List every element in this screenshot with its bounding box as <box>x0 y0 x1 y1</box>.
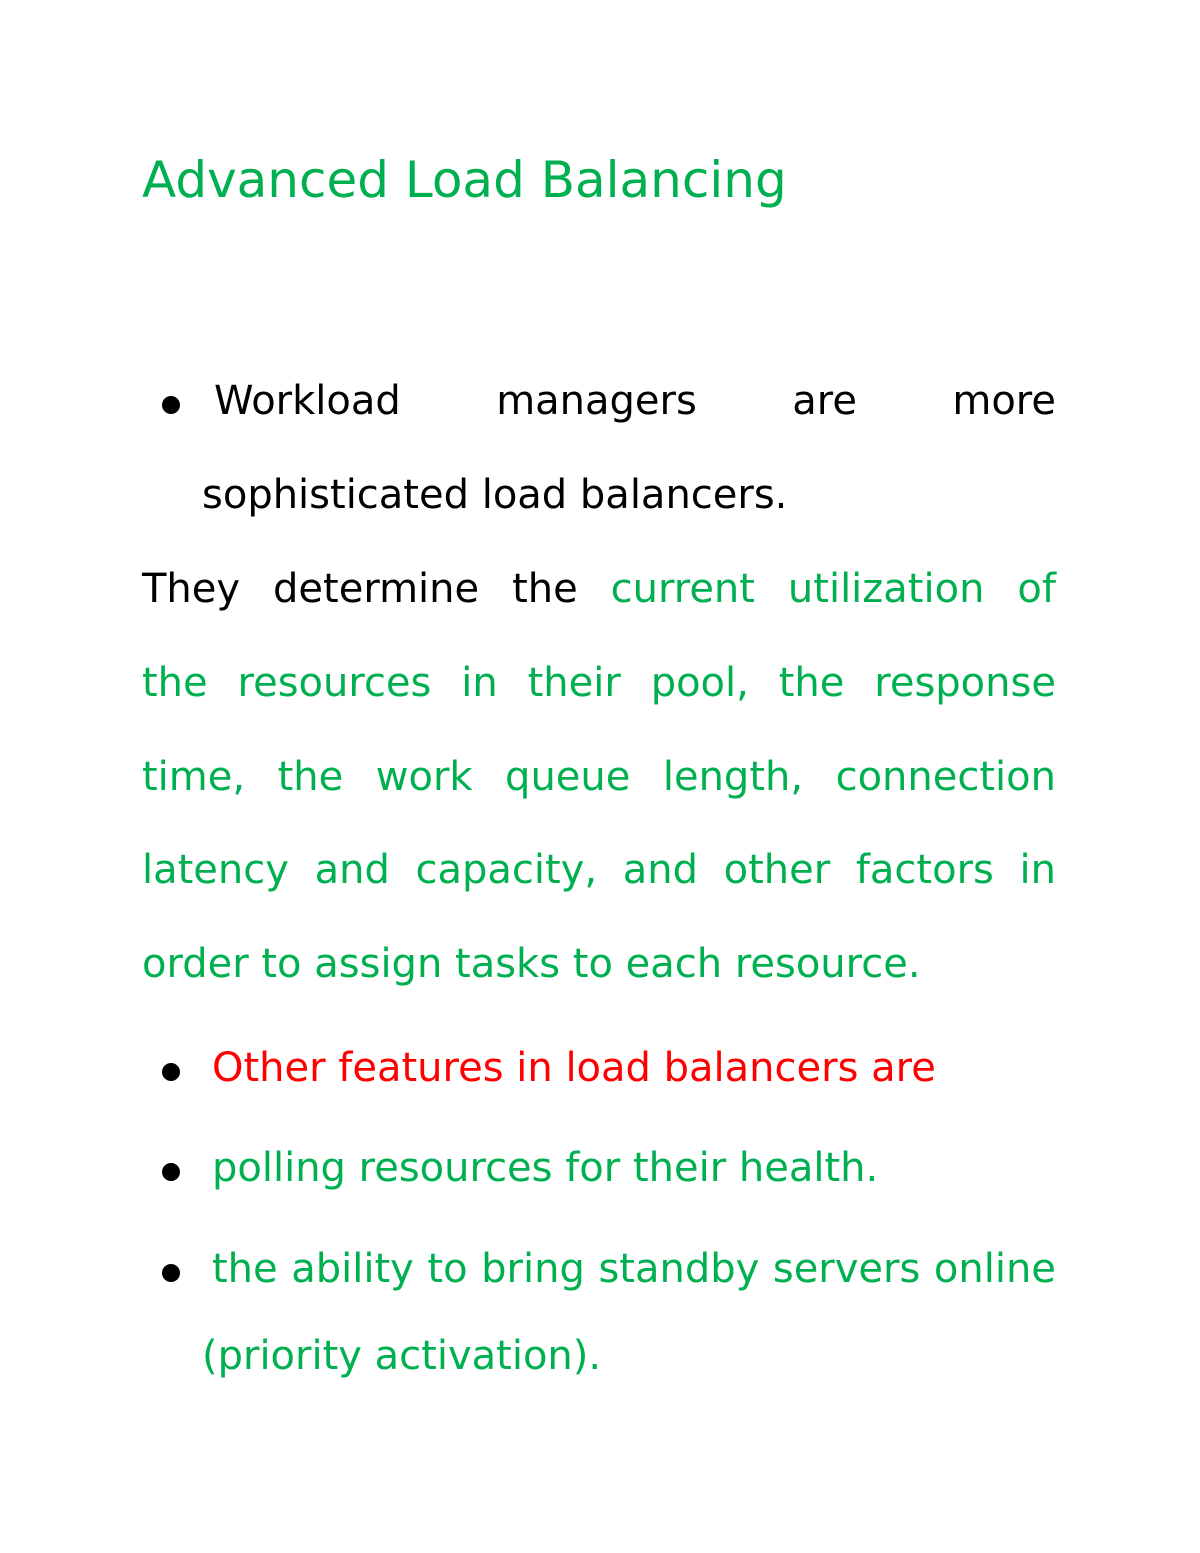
bullet-2-text: Other features in load balancers are <box>212 1045 936 1091</box>
paragraph-line-4 <box>142 847 1056 893</box>
bullet-dot <box>162 1063 180 1081</box>
word: latency <box>142 847 289 893</box>
word: the <box>778 660 845 706</box>
bullet-dot <box>162 1163 180 1181</box>
word: of <box>1017 566 1056 612</box>
bullet-4-line-1 <box>212 1246 1056 1292</box>
word: standby <box>598 1246 760 1292</box>
word: are <box>792 378 857 424</box>
word: in <box>461 660 498 706</box>
word: other <box>723 847 831 893</box>
word: length, <box>662 754 804 800</box>
document-title: Advanced Load Balancing <box>142 151 787 209</box>
word: bring <box>481 1246 585 1292</box>
bullet-3-text: polling resources for their health. <box>212 1145 879 1191</box>
word: the <box>512 566 578 612</box>
paragraph-line-3 <box>142 754 1056 800</box>
word: Workload <box>214 378 401 424</box>
bullet-4-line-2: (priority activation). <box>202 1333 602 1379</box>
word: pool, <box>650 660 749 706</box>
word: queue <box>505 754 631 800</box>
word: utilization <box>787 566 985 612</box>
paragraph-line-5: order to assign tasks to each resource. <box>142 941 921 987</box>
word: ability <box>291 1246 414 1292</box>
word: servers <box>772 1246 921 1292</box>
word: determine <box>273 566 480 612</box>
bullet-dot <box>162 396 180 414</box>
paragraph-line-1 <box>142 566 1056 612</box>
word: the <box>277 754 344 800</box>
word: and <box>314 847 390 893</box>
word: factors <box>855 847 994 893</box>
bullet-1-line-2: sophisticated load balancers. <box>202 472 788 518</box>
paragraph-line-2 <box>142 660 1056 706</box>
bullet-1-line-1 <box>214 378 1056 424</box>
word: and <box>622 847 698 893</box>
word: work <box>375 754 473 800</box>
word: current <box>610 566 755 612</box>
word: managers <box>496 378 697 424</box>
word: to <box>427 1246 468 1292</box>
word: response <box>874 660 1056 706</box>
word: connection <box>835 754 1056 800</box>
word: the <box>142 660 208 706</box>
word: in <box>1019 847 1056 893</box>
word: online <box>933 1246 1056 1292</box>
word: capacity, <box>415 847 598 893</box>
word: time, <box>142 754 246 800</box>
word: resources <box>237 660 432 706</box>
word: They <box>142 566 241 612</box>
word: more <box>952 378 1056 424</box>
word: their <box>527 660 621 706</box>
bullet-dot <box>162 1264 180 1282</box>
word: the <box>212 1246 278 1292</box>
